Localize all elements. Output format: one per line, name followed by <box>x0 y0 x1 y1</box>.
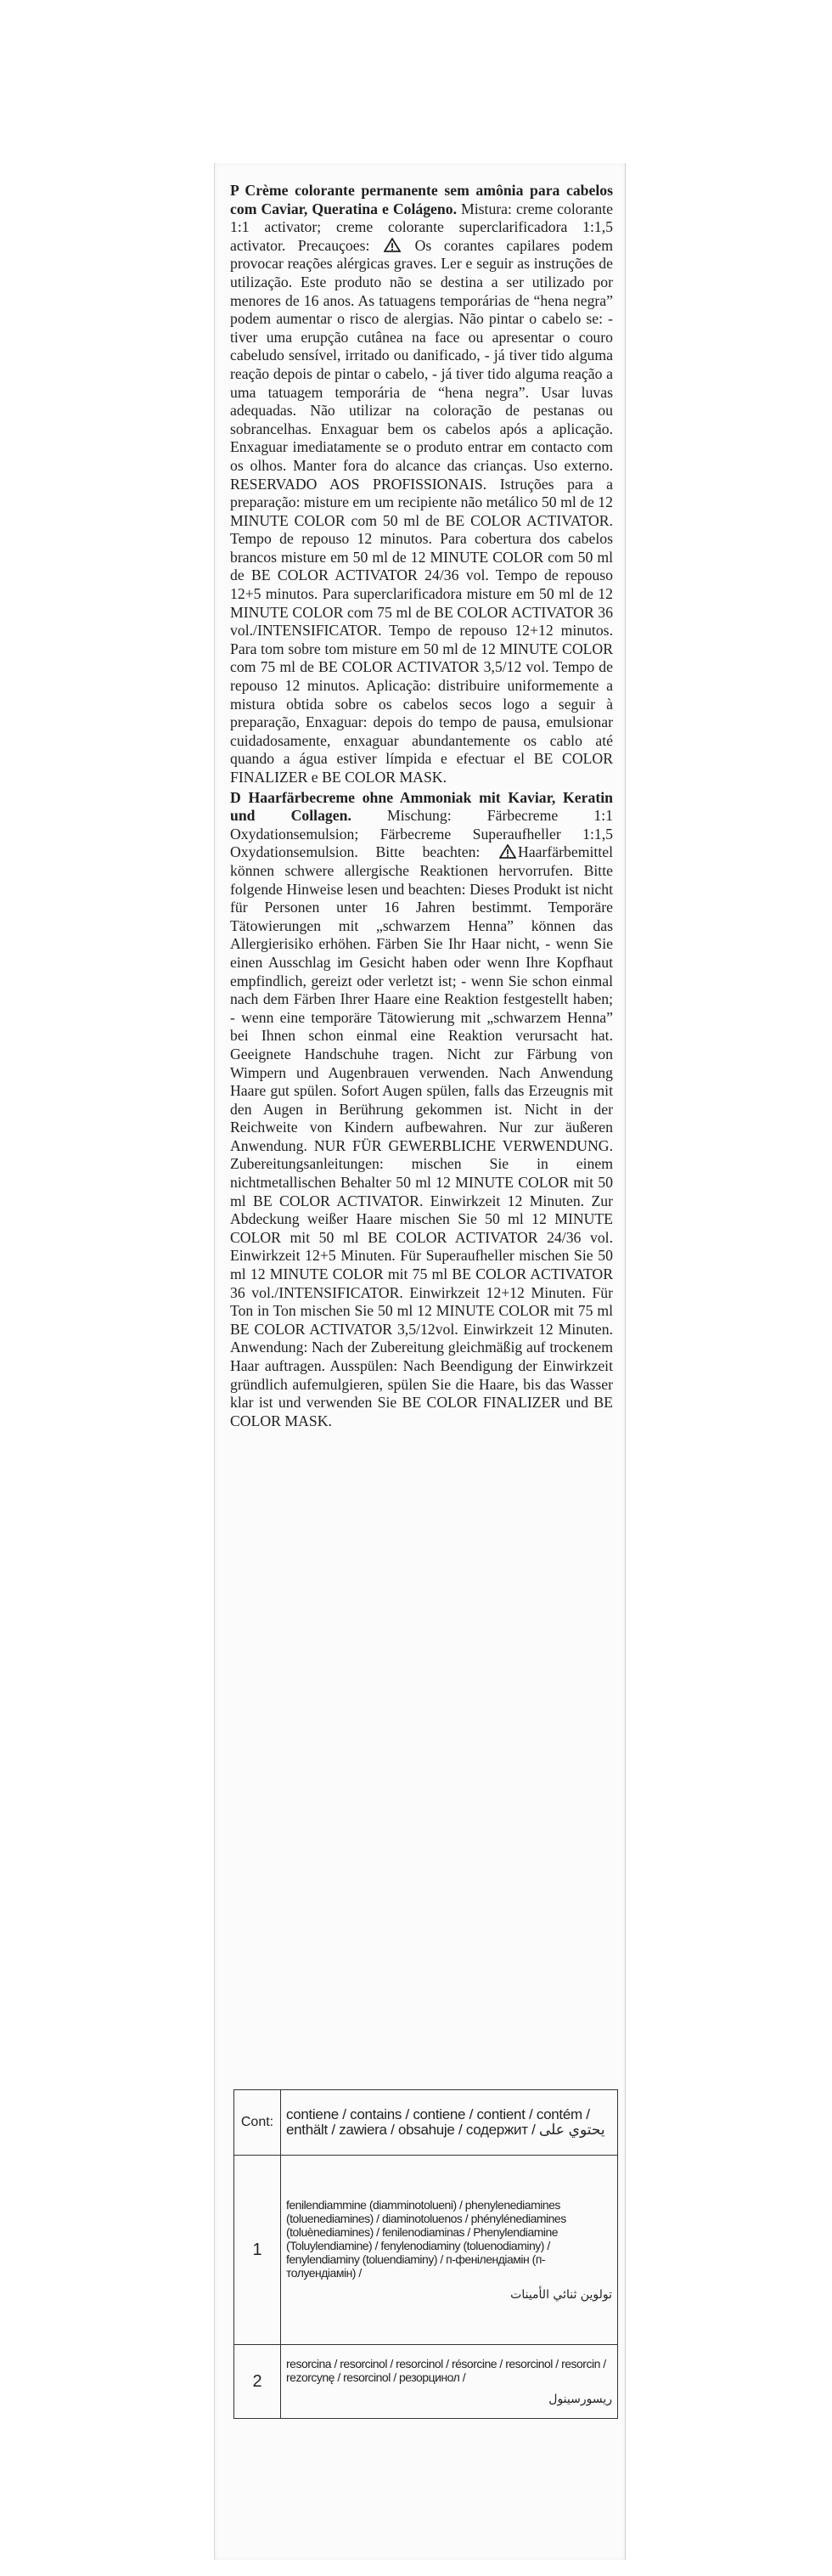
portuguese-text-part2: Os corantes capilares podem provocar reações alérgicas graves. Ler e seguir as instruções de utilização. Este produto não se destina a ser utilizado por menores de 16 anos. As tatuagens temporárias de “hena negra” podem aumentar o risco de alergias. Não pintar o cabelo se: - tiver uma erupção cutânea na face ou apresentar o couro cabeludo sensível, irritado ou danificado, - já tiver tido alguma reação depois de pintar o cabelo, - já tiver tido alguma reação a uma tatuagem temporária de “hena negra”. Usar luvas adequadas. Não utilizar na coloração de pestanas ou sobrancelhas. Enxaguar bem os cabelos após a aplicação. Enxaguar imediatamente se o produto entrar em contacto com os olhos. Manter fora do alcance das crianças. Uso externo. RESERVADO AOS PROFISSIONAIS. Istruções para a preparação: misture em um recipiente não metálico 50 ml de 12 MINUTE COLOR com 50 ml de BE COLOR ACTIVATOR. Tempo de repouso 12 minutos. Para cobertura dos cabelos brancos misture em 50 ml de 12 MINUTE COLOR com 50 ml de BE COLOR ACTIVATOR 24/36 vol. Tempo de repouso 12+5 minutos. Para superclarificadora misture em 50 ml de 12 MINUTE COLOR com 75 ml de BE COLOR ACTIVATOR 36 vol./INTENSIFICATOR. Tempo de repouso 12+12 minutos. Para tom sobre tom misture em 50 ml de 12 MINUTE COLOR com 75 ml de BE COLOR ACTIVATOR 3,5/12 vol. Tempo de repouso 12 minutos. Aplicação: distribuire uniformemente a mistura obtida sobre os cabelos secos logo a seguir à preparação, Enxaguar: depois do tempo de pausa, emulsionar cuidadosamente, enxaguar abundantemente os cablo até quando a água estiver límpida e efectuar el BE COLOR FINALIZER e BE COLOR MASK. <box>230 236 613 786</box>
ingredients-table <box>233 2089 618 2419</box>
ingredient-cell <box>281 2156 618 2345</box>
portuguese-title: P Crème colorante permanente sem amônia para cabelos com Caviar, Queratina e Colágeno. <box>230 182 613 217</box>
ingredient-arabic: ريسورسينول <box>548 2393 612 2406</box>
table-row <box>234 2156 618 2345</box>
ingredient-cell <box>281 2345 618 2419</box>
contains-header: contiene / contains / contiene / contient / contém / enthält / zawiera / obsahuje / содержит / يحتوي على <box>281 2090 618 2156</box>
german-section <box>230 789 613 1431</box>
portuguese-section <box>230 182 613 787</box>
row-number: 1 <box>234 2156 281 2345</box>
row-number: 2 <box>234 2345 281 2419</box>
package-side-panel <box>214 163 626 2560</box>
ingredient-text: resorcina / resorcinol / resorcinol / résorcine / resorcinol / resorcin / rezorcynę / resorcinol / резорцинол / <box>286 2357 606 2384</box>
german-text-part2: Haarfärbemittel können schwere allergische Reaktionen hervorrufen. Bitte folgende Hinweise lesen und beachten: Dieses Produkt ist nicht für Personen unter 16 Jahren bestimmt. Temporäre Tätowierungen mit „schwarzem Henna” können das Allergierisiko erhöhen. Färben Sie Ihr Haar nicht, - wenn Sie einen Ausschlag im Gesicht haben oder wenn Ihre Kopfhaut empfindlich, gereizt oder verletzt ist; - wenn Sie schon einmal nach dem Färben Ihrer Haare eine Reaktion festgestellt haben; - wenn eine temporäre Tätowierung mit „schwarzem Henna” bei Ihnen schon einmal eine Reaktion verursacht hat. Geeignete Handschuhe tragen. Nicht zur Färbung von Wimpern und Augenbrauen verwenden. Nach Anwendung Haare gut spülen. Sofort Augen spülen, falls das Erzeugnis mit den Augen in Berührung gekommen ist. Nicht in der Reichweite von Kindern aufbewahren. Nur zur äußeren Anwendung. NUR FÜR GEWERBLICHE VERWENDUNG. Zubereitungsanleitungen: mischen Sie in einem nichtmetallischen Behalter 50 ml 12 MINUTE COLOR mit 50 ml BE COLOR ACTIVATOR. Einwirkzeit 12 Minuten. Zur Abdeckung weißer Haare mischen Sie 50 ml 12 MINUTE COLOR mit 50 ml BE COLOR ACTIVATOR 24/36 vol. Einwirkzeit 12+5 Minuten. Für Superaufheller mischen Sie 50 ml 12 MINUTE COLOR mit 75 ml BE COLOR ACTIVATOR 36 vol./INTENSIFICATOR. Einwirkzeit 12+12 Minuten. Für Ton in Ton mischen Sie 50 ml 12 MINUTE COLOR mit 75 ml BE COLOR ACTIVATOR 3,5/12vol. Einwirkzeit 12 Minuten. Anwendung: Nach der Zubereitung gleichmäßig auf trockenem Haar auftragen. Ausspülen: Nach Beendigung der Einwirkzeit gründlich aufemulgieren, spülen Sie die Haare, bis das Wasser klar ist und verwenden Sie BE COLOR FINALIZER und BE COLOR MASK. <box>230 843 614 1429</box>
portuguese-text-part1: Mistura: creme colorante 1:1 activator; creme colorante superclarificadora 1:1,5 activator. Precauçoes: <box>230 200 613 254</box>
table-header-row <box>234 2090 618 2156</box>
instructions-text <box>230 182 613 1430</box>
ingredient-text: fenilendiammine (diamminotolueni) / phenylenediamines (toluenediamines) / diaminotoluenos / phénylénediamines (toluènediamines) / fenilenodiaminas / Phenylendiamine (Toluylendiamine) / fenylenodiaminy (toluenodiaminy) / fenylendiaminy (toluendiaminy) / п-фенілендіамін (п-толуендіамін) / <box>286 2198 566 2280</box>
german-title: D Haarfärbecreme ohne Ammoniak mit Kaviar, Keratin und Collagen. <box>230 788 613 825</box>
german-text-part1: Mischung: Färbecreme 1:1 Oxydationsemulsion; Färbecreme Superaufheller 1:1,5 Oxydationsemulsion. Bitte beachten: <box>230 807 613 861</box>
warning-triangle-icon <box>384 238 401 252</box>
ingredient-arabic: تولوين ثنائي الأمينات <box>510 2288 612 2302</box>
table-row <box>234 2345 618 2419</box>
warning-triangle-icon <box>499 844 516 859</box>
cont-label: Cont: <box>234 2090 281 2156</box>
